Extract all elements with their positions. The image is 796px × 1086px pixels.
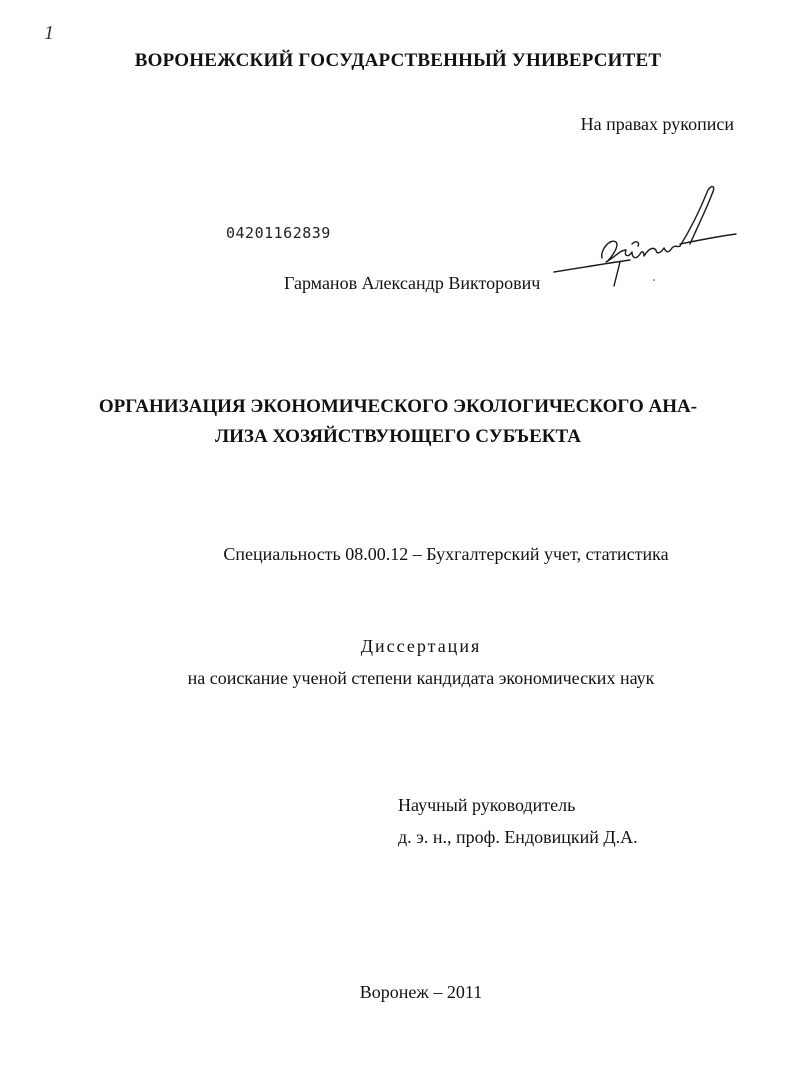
supervisor-name: д. э. н., проф. Ендовицкий Д.А. bbox=[398, 827, 638, 847]
page-number: 1 bbox=[44, 22, 54, 44]
dissertation-title bbox=[0, 392, 796, 452]
university-name: ВОРОНЕЖСКИЙ ГОСУДАРСТВЕННЫЙ УНИВЕРСИТЕТ bbox=[134, 50, 662, 71]
signature-icon bbox=[540, 180, 740, 300]
supervisor-label: Научный руководитель bbox=[398, 795, 576, 815]
title-line-1: ОРГАНИЗАЦИЯ ЭКОНОМИЧЕСКОГО ЭКОЛОГИЧЕСКОГО АНА- bbox=[98, 396, 698, 417]
author-name: Гарманов Александр Викторович bbox=[284, 273, 541, 293]
city-year: Воронеж – 2011 bbox=[359, 982, 483, 1002]
dissertation-purpose: на соискание ученой степени кандидата экономических наук bbox=[187, 668, 655, 688]
specialty: Специальность 08.00.12 – Бухгалтерский учет, статистика bbox=[223, 544, 669, 564]
title-line-2: ЛИЗА ХОЗЯЙСТВУЮЩЕГО СУБЪЕКТА bbox=[214, 426, 581, 447]
registration-code: 04201162839 bbox=[226, 224, 331, 242]
dissertation-label: Диссертация bbox=[360, 636, 482, 656]
rights-note: На правах рукописи bbox=[580, 114, 734, 134]
